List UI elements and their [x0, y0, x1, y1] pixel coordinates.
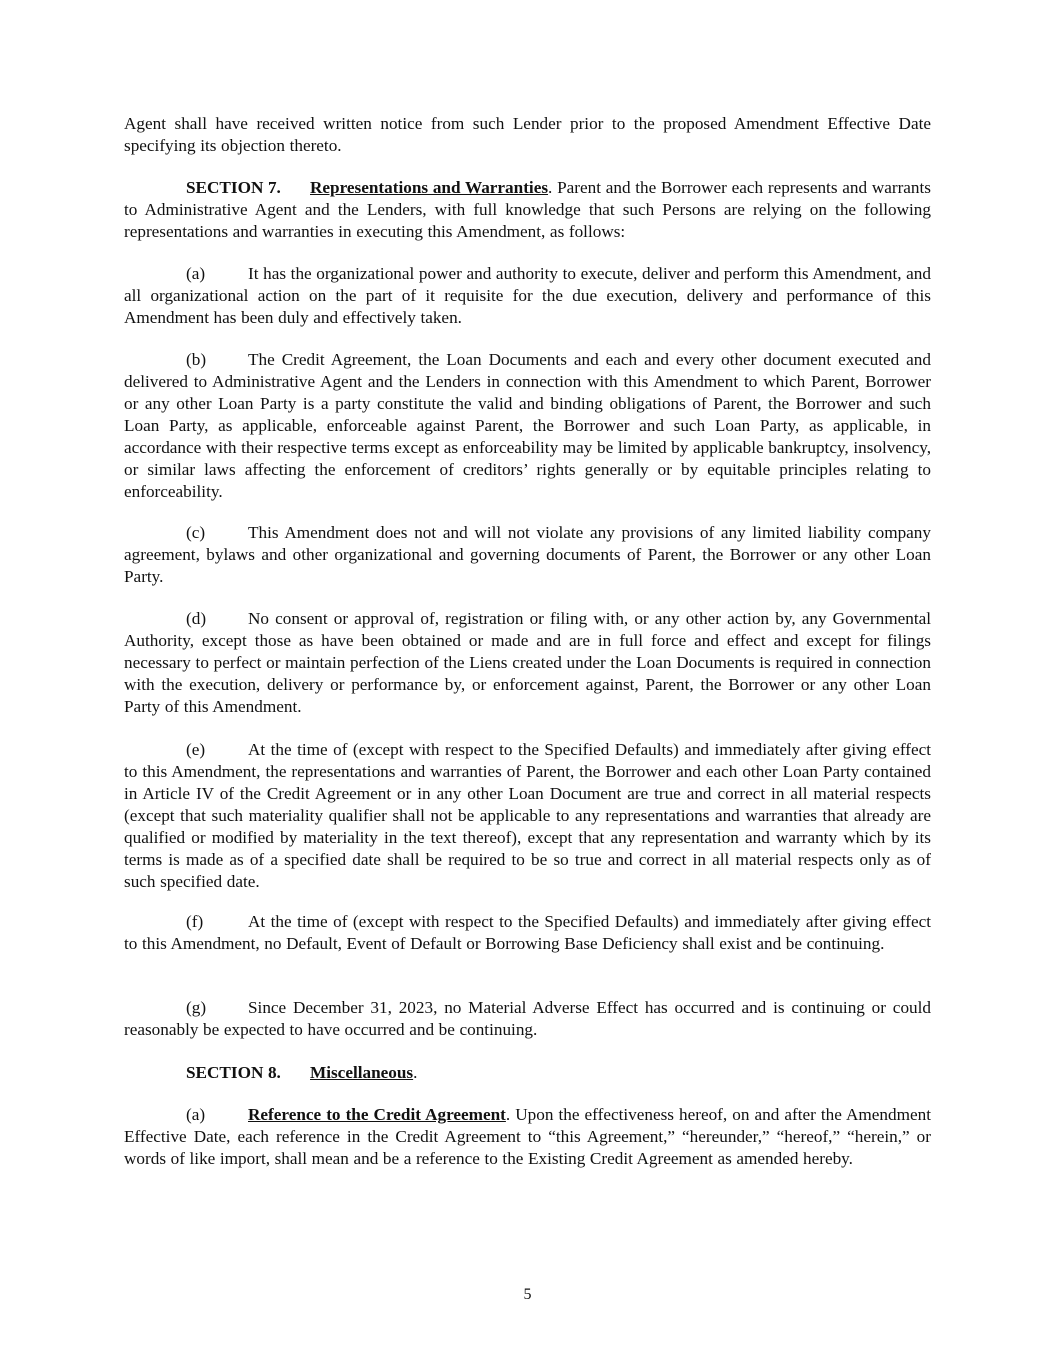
intro-paragraph: Agent shall have received written notice from such Lender prior to the proposed Amendment Effective Date specifying its objection thereto.	[124, 114, 931, 155]
item-7d-text: No consent or approval of, registration or filing with, or any other action by, any Governmental Authority, except those as have been obtained or made and are in full force and effect and except for filings necessary to perfect or maintain perfection of the Liens created under the Loan Documents is required in connection with the execution, delivery or performance by, or enforcement against, Parent, the Borrower or any other Loan Party of this Amendment.	[124, 609, 931, 716]
item-7c-label: (c)	[186, 523, 206, 542]
item-7a	[124, 263, 931, 329]
item-7c-text: This Amendment does not and will not violate any provisions of any limited liability company agreement, bylaws and other organizational and governing documents of Parent, the Borrower or any other Loan Party.	[124, 523, 931, 586]
section-7-number: SECTION 7.	[186, 178, 281, 197]
item-7d-label: (d)	[186, 609, 207, 628]
item-7f-text: At the time of (except with respect to the Specified Defaults) and immediately after giving effect to this Amendment, no Default, Event of Default or Borrowing Base Deficiency shall exist and be continuing.	[124, 912, 931, 953]
item-8a	[124, 1104, 931, 1170]
item-8a-heading: Reference to the Credit Agreement	[248, 1105, 506, 1124]
section-7-paragraph	[124, 177, 931, 243]
item-7e	[124, 739, 931, 893]
item-8a-text: . Upon the effectiveness hereof, on and after the Amendment Effective Date, each reference in the Credit Agreement to “this Agreement,” “hereunder,” “hereof,” “herein,” or words of like import, shall mean and be a reference to the Existing Credit Agreement as amended hereby.	[124, 1105, 931, 1168]
item-7g-label: (g)	[186, 998, 207, 1017]
section-7-heading: Representations and Warranties	[310, 178, 549, 197]
item-7f	[124, 911, 931, 955]
item-7b-text: The Credit Agreement, the Loan Documents and each and every other document executed and delivered to Administrative Agent and the Lenders in connection with this Amendment to which Parent, Borrower or any other Loan Party is a party constitute the valid and binding obligations of Parent, the Borrower and such Loan Party, as applicable, enforceable against Parent, the Borrower and such Loan Party, as applicable, in accordance with their respective terms except as enforceability may be limited by applicable bankruptcy, insolvency, or similar laws affecting the enforcement of creditors’ rights generally or by equitable principles relating to enforceability.	[124, 350, 931, 501]
item-7f-label: (f)	[186, 912, 204, 931]
section-8-number: SECTION 8.	[186, 1063, 281, 1082]
section-8-heading: Miscellaneous	[310, 1063, 414, 1082]
page-number: 5	[523, 1286, 532, 1303]
item-7c	[124, 522, 931, 588]
item-7a-label: (a)	[186, 264, 206, 283]
item-7g	[124, 997, 931, 1041]
item-7b-label: (b)	[186, 350, 207, 369]
item-7e-label: (e)	[186, 740, 206, 759]
item-7g-text: Since December 31, 2023, no Material Adverse Effect has occurred and is continuing or could reasonably be expected to have occurred and be continuing.	[124, 998, 931, 1039]
section-8-heading-suffix: .	[413, 1063, 418, 1082]
section-7-body: . Parent and the Borrower each represents and warrants to Administrative Agent and the Lenders, with full knowledge that such Persons are relying on the following representations and warranties in executing this Amendment, as follows:	[124, 178, 931, 241]
item-7d	[124, 608, 931, 718]
item-7b	[124, 349, 931, 503]
item-7e-text: At the time of (except with respect to the Specified Defaults) and immediately after giving effect to this Amendment, the representations and warranties of Parent, the Borrower and each other Loan Party contained in Article IV of the Credit Agreement or in any other Loan Document are true and correct in all material respects (except that such materiality qualifier shall not be applicable to any representations and warranties that already are qualified or modified by materiality in the text thereof), except that any representation and warranty which by its terms is made as of a specified date shall be required to be so true and correct in all material respects only as of such specified date.	[124, 740, 931, 891]
section-8-paragraph	[124, 1062, 931, 1084]
item-8a-label: (a)	[186, 1105, 206, 1124]
item-7a-text: It has the organizational power and authority to execute, deliver and perform this Amendment, and all organizational action on the part of it requisite for the due execution, delivery and performance of this Amendment has been duly and effectively taken.	[124, 264, 931, 327]
